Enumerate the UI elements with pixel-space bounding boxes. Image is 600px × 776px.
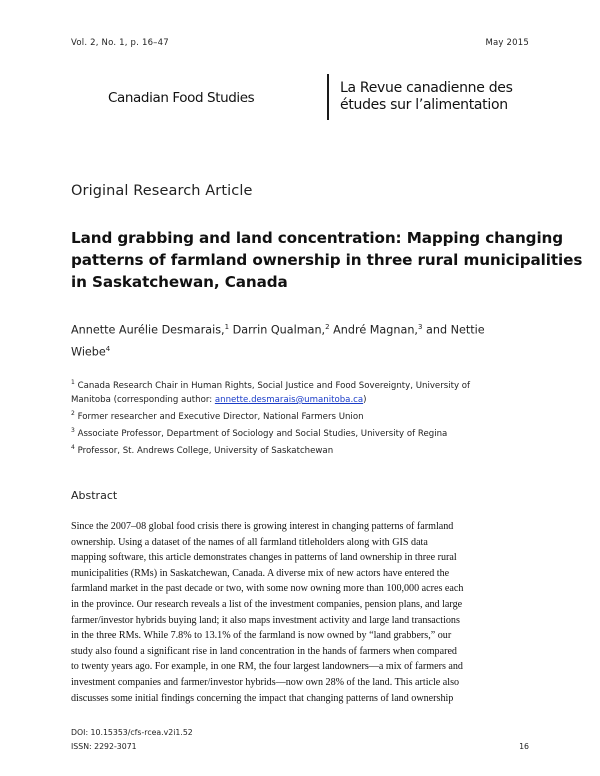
logo-divider [327, 74, 329, 120]
affil-text: Professor, St. Andrews College, University of Saskatchewan [77, 445, 334, 456]
title-line: patterns of farmland ownership in three rural municipalities [71, 251, 583, 269]
journal-logo-french-line2: études sur l’alimentation [340, 97, 508, 113]
affiliations [71, 376, 541, 457]
author-list [71, 318, 541, 361]
footer-issn: ISSN: 2292-3071 [71, 742, 137, 751]
page-number: 16 [519, 742, 529, 751]
author-affil-marker: 3 [417, 323, 423, 331]
abstract-body [71, 519, 541, 706]
affil-marker: 3 [71, 426, 75, 434]
affil-text: Associate Professor, Department of Sociology and Social Studies, University of Regina [77, 428, 448, 439]
author-name: and Nettie [422, 323, 485, 337]
affiliation-2 [71, 407, 541, 424]
author-affil-marker: 1 [224, 323, 230, 331]
article-title [71, 227, 583, 293]
title-line: in Saskatchewan, Canada [71, 273, 288, 291]
affil-text: Former researcher and Executive Director, National Farmers Union [77, 411, 364, 422]
author-name: Annette Aurélie Desmarais, [71, 323, 225, 337]
affil-marker: 4 [71, 443, 75, 451]
affil-text: ) [363, 394, 367, 405]
abstract-line: study also found a significant rise in land concentration in the hands of farmers when compared [71, 645, 457, 657]
affil-text: Manitoba (corresponding author: [71, 394, 215, 405]
journal-date: May 2015 [485, 38, 529, 48]
abstract-line: Since the 2007–08 global food crisis there is growing interest in changing patterns of farmland [71, 521, 454, 532]
affiliation-4 [71, 441, 541, 458]
affiliation-1-cont [71, 393, 541, 407]
author-affil-marker: 4 [105, 344, 111, 353]
author-affil-marker: 2 [325, 323, 330, 331]
affil-text: Canada Research Chair in Human Rights, Social Justice and Food Sovereignty, University of [77, 380, 471, 391]
abstract-line: in the three RMs. While 7.8% to 13.1% of the farmland is now owned by “land grabbers,” our [71, 630, 452, 642]
abstract-line: farmland market in the past decade or two, with some now owning more than 100,000 acres each [71, 583, 464, 595]
footer-doi: DOI: 10.15353/cfs-rcea.v2i1.52 [71, 728, 193, 737]
abstract-line: farmer/investor hybrids buying land; it also maps investment activity and large land transactions [71, 614, 460, 626]
affil-marker: 1 [71, 379, 75, 386]
author-line [71, 318, 541, 340]
abstract-line: mapping software, this article demonstrates changes in patterns of land ownership in three rural [71, 552, 457, 564]
abstract-line: to twenty years ago. For example, in one RM, the four largest landowners—a mix of farmers and [71, 661, 463, 673]
author-name: André Magnan, [329, 323, 418, 337]
abstract-line: investment companies and farmer/investor hybrids—now own 28% of the land. This article also [71, 676, 460, 688]
journal-volume: Vol. 2, No. 1, p. 16–47 [71, 38, 169, 48]
author-name: Darrin Qualman, [229, 323, 326, 337]
affiliation-3 [71, 424, 541, 441]
title-line: Land grabbing and land concentration: Mapping changing [71, 229, 564, 247]
article-type: Original Research Article [71, 183, 253, 199]
affiliation-1 [71, 376, 541, 393]
corresponding-email-link[interactable]: annette.desmarais@umanitoba.ca [214, 394, 364, 405]
abstract-line: ownership. Using a dataset of the names of all farmland titleholders along with GIS data [71, 536, 428, 548]
journal-logo-english: Canadian Food Studies [108, 90, 255, 106]
affil-marker: 2 [71, 409, 75, 417]
abstract-line: discusses some initial findings concerning the impact that changing patterns of land ownership [71, 692, 454, 704]
journal-logo-french-line1: La Revue canadienne des [340, 80, 513, 96]
author-line [71, 340, 541, 362]
abstract-line: municipalities (RMs) in Saskatchewan, Canada. A diverse mix of new actors have entered the [71, 567, 450, 579]
author-name: Wiebe [71, 345, 106, 359]
abstract-heading: Abstract [71, 489, 118, 502]
abstract-line: in the province. Our research reveals a list of the investment companies, pension plans, and large [71, 598, 463, 610]
